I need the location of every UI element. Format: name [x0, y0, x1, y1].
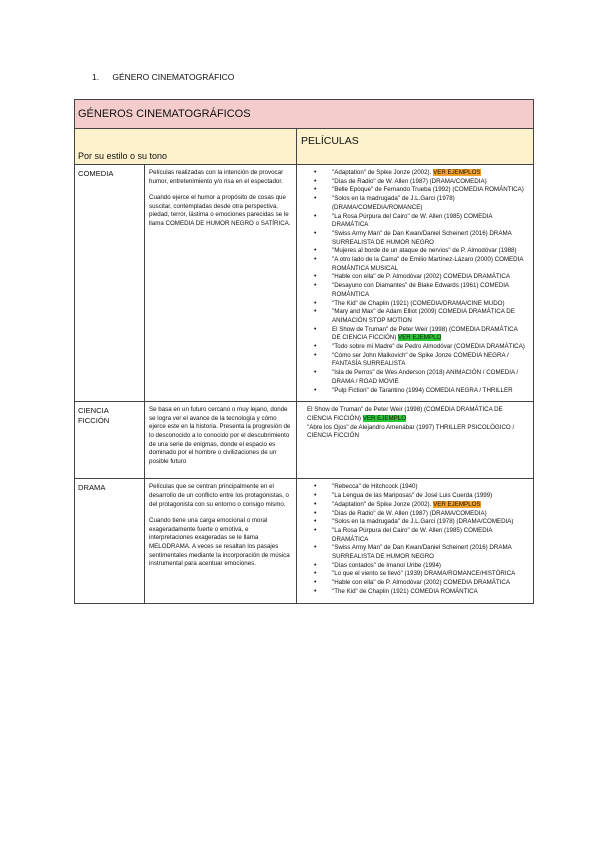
film-text: "Cómo ser John Malkovich" de Spike Jonze COMEDIA NEGRA / FANTASÍA SURREALISTA [332, 351, 509, 368]
bullet-icon: • [314, 518, 317, 526]
bullet-icon: • [314, 561, 317, 569]
film-item [301, 501, 527, 510]
genre-description: Películas que se centran principalmente en el desarrollo de un conflicto entre los protagonistas, o del protagonista con su entorno o consigo mismo. [149, 483, 289, 508]
bullet-icon: • [314, 212, 317, 220]
bullet-icon: • [314, 308, 317, 316]
bullet-icon: • [314, 509, 317, 517]
bullet-icon: • [314, 282, 317, 290]
film-text: "Adaptation" de Spike Jonze (2002). [332, 169, 434, 176]
genre-name: DRAMA [78, 483, 106, 493]
bullet-icon: • [314, 579, 317, 587]
bullet-icon: • [314, 587, 317, 595]
bullet-icon: • [314, 299, 317, 307]
film-text: "La Rosa Púrpura del Cairo" de W. Allen (1985) COMEDIA DRAMÁTICA [332, 526, 493, 543]
bullet-icon: • [314, 256, 317, 264]
film-text: "Días de Radio" de W. Allen (1987) (DRAMA/COMEDIA) [332, 509, 487, 517]
bullet-icon: • [314, 483, 317, 491]
film-item [301, 570, 527, 579]
films-header-cell [297, 129, 534, 165]
film-item [301, 527, 527, 544]
table-title-cell [75, 100, 534, 129]
films-header: PELÍCULAS [301, 135, 359, 147]
film-item [301, 230, 527, 247]
genres-table [74, 99, 534, 604]
section-title: GÉNERO CINEMATOGRÁFICO [112, 72, 235, 82]
film-list-cell [297, 165, 534, 402]
film-list-cell [297, 402, 534, 479]
bullet-icon: • [314, 386, 317, 394]
genre-name-cell [75, 402, 145, 479]
film-item [301, 579, 527, 588]
genre-description: Películas realizadas con la intención de provocar humor, entretenimiento y/o risa en el espectador. [149, 169, 284, 185]
film-list-cell [297, 479, 534, 603]
film-text: "Mujeres al borde de un ataque de nervios" de P. Almodóvar (1988) [332, 247, 517, 255]
film-item [301, 510, 527, 519]
example-link[interactable]: VER EJEMPLOS [433, 500, 481, 508]
bullet-icon: • [314, 343, 317, 351]
film-item [301, 562, 527, 571]
bullet-icon: • [314, 351, 317, 359]
genre-description: Se basa en un futuro cercano o muy lejano, donde se logra ver el avance de la tecnología y cómo ejerce este en la historia. Presenta la progresión de lo desconocido a lo conocido por el descubrimiento de una serie de enigmas, donde el espacio es dominado por el hombre o civilizaciones de un posible futuro [149, 406, 291, 465]
genre-name-cell [75, 165, 145, 402]
film-text: "Isla de Perros" de Wes Anderson (2018) ANIMACIÓN / COMEDIA / DRAMA / ROAD MOVIE [332, 369, 519, 385]
film-item [301, 178, 527, 187]
film-text: "Pulp Fiction" de Tarantino (1994) COMEDIA NEGRA / THRILLER [332, 386, 513, 394]
bullet-icon: • [314, 177, 317, 185]
film-item [301, 424, 527, 441]
film-item [301, 213, 527, 230]
bullet-icon: • [314, 186, 317, 194]
example-link[interactable]: VER EJEMPLO [398, 334, 442, 342]
film-text: El Show de Truman" de Peter Weir (1998) (COMEDIA DRAMÁTICA DE CIENCIA FICCIÓN) [307, 406, 503, 422]
section-number: 1. [92, 72, 100, 82]
film-list [301, 169, 527, 395]
bullet-icon: • [314, 169, 317, 176]
film-text: El Show de Truman" de Peter Weir (1998) (COMEDIA DRAMÁTICA DE CIENCIA FICCIÓN) [332, 325, 518, 342]
film-item [301, 369, 527, 386]
genre-row [75, 479, 534, 603]
film-text: "Solos en la madrugada" de J.L.Garci (1978) (DRAMA/COMEDIA/ROMANCE) [332, 195, 455, 211]
film-item [301, 387, 527, 396]
film-text: "Swiss Army Man" de Dan Kwan/Daniel Scheinert (2016) DRAMA SURREALISTA DE HUMOR NEGRO [332, 544, 512, 561]
genre-row [75, 402, 534, 479]
film-item [301, 247, 527, 256]
film-text: "Días contados" de Imanol Uribe (1994) [332, 561, 441, 569]
bullet-icon: • [314, 273, 317, 281]
bullet-icon: • [314, 492, 317, 500]
genre-name: COMEDIA [78, 169, 114, 178]
film-text: "Belle Epoque" de Fernando Trueba (1992) (COMEDIA ROMÁNTICA) [332, 186, 524, 194]
film-text: "Desayuno con Diamantes" de Blake Edwards (1961) COMEDIA ROMÁNTICA [332, 282, 509, 298]
film-item [301, 273, 527, 282]
film-text: "A otro lado de la Cama" de Emilio Martínez-Lázaro (2000) COMEDIA ROMÁNTICA MUSICAL [332, 256, 524, 272]
genre-description: Cuando ejerce el humor a propósito de cosas que suscitar, contempladas desde otra perspectiva, piedad, terror, lástima o emociones parecidas se le llama COMEDIA DE HUMOR NEGRO o SATÍRICA. [149, 194, 291, 227]
genre-description-cell [145, 402, 297, 479]
genre-name: CIENCIA [78, 406, 109, 416]
film-item [301, 186, 527, 195]
genre-name: FICCIÓN [78, 416, 110, 426]
film-text: "La Rosa Púrpura del Cairo" de W. Allen (1985) COMEDIA DRAMÁTICA [332, 212, 493, 229]
genre-row [75, 165, 534, 402]
film-list [301, 483, 527, 596]
film-item [301, 544, 527, 561]
bullet-icon: • [314, 544, 317, 552]
film-text: "Todo sobre mi Madre" de Pedro Almodóvar (COMEDIA DRAMÁTICA) [332, 343, 525, 351]
section-heading [92, 72, 234, 82]
film-item [301, 308, 527, 325]
film-item [301, 282, 527, 299]
genre-rows [75, 165, 534, 604]
film-text: "The Kid" de Chaplin (1921) (COMEDIA/DRAMA/CINE MUDO) [332, 299, 505, 307]
bullet-icon: • [314, 369, 317, 377]
genre-description-cell [145, 479, 297, 603]
film-text: "Hable con ella" de P. Almodóvar (2002) COMEDIA DRAMÁTICA [332, 579, 510, 587]
bullet-icon: • [314, 247, 317, 255]
film-item [301, 169, 527, 178]
example-link[interactable]: VER EJEMPLO [362, 414, 407, 422]
bullet-icon: • [314, 229, 317, 237]
genre-name-cell [75, 479, 145, 603]
film-item [301, 256, 527, 273]
style-header-cell [75, 129, 297, 165]
film-text: "Rebecca" de Hitchcock (1940) [332, 483, 418, 491]
film-item [301, 195, 527, 212]
film-text: "Solos en la madrugada" de J.L.Garci (1978) (DRAMA/COMEDIA) [332, 518, 514, 526]
bullet-icon: • [314, 325, 317, 333]
film-item [301, 518, 527, 527]
film-text: "La Lengua de las Mariposas" de José Luis Cuerda (1999) [332, 492, 493, 500]
film-text: "Swiss Army Man" de Dan Kwan/Daniel Scheinert (2016) DRAMA SURREALISTA DE HUMOR NEGRO [332, 229, 512, 246]
film-list [301, 406, 527, 441]
film-text: "Abre los Ojos" de Alejandro Amenábar (1997) THRILLER PSICOLÓGICO / CIENCIA FICCIÓN [307, 423, 515, 440]
bullet-icon: • [314, 570, 317, 578]
bullet-icon: • [314, 526, 317, 534]
bullet-icon: • [314, 500, 317, 508]
genre-description-cell [145, 165, 297, 402]
film-text: "Hable con ella" de P. Almodóvar (2002) COMEDIA DRAMÁTICA [332, 273, 510, 281]
film-text: "Días de Radio" de W. Allen (1987) (DRAMA/COMEDIA) [332, 177, 487, 185]
film-item [301, 492, 527, 501]
film-item [301, 326, 527, 343]
bullet-icon: • [314, 195, 317, 203]
film-item [301, 300, 527, 309]
film-item [301, 483, 527, 492]
film-text: "Mary and Max" de Adam Elliot (2009) COMEDIA DRAMÁTICA DE ANIMACIÓN STOP MOTION [332, 308, 515, 324]
style-header: Por su estilo o su tono [78, 151, 168, 161]
film-item [301, 352, 527, 369]
film-text: "Lo que el viento se llevó" (1939) DRAMA/ROMANCE/HISTÓRICA [332, 570, 516, 578]
film-item [301, 343, 527, 352]
example-link[interactable]: VER EJEMPLOS [433, 169, 481, 176]
film-text: "Adaptation" de Spike Jonze (2002). [332, 500, 434, 508]
film-item [301, 588, 527, 597]
film-text: "The Kid" de Chaplin (1921) COMEDIA ROMÁNTICA [332, 587, 478, 595]
genre-description: Cuando tiene una carga emocional o moral exageradamente fuerte o emotiva, e interpretaciones exageradas se le llama MELODRAMA. A veces se resaltan los pasajes sentimentales mediante la incorporación de música instrumental para acentuar emociones. [149, 517, 290, 568]
table-title: GÉNEROS CINEMATOGRÁFICOS [78, 108, 251, 120]
film-item [301, 406, 527, 423]
